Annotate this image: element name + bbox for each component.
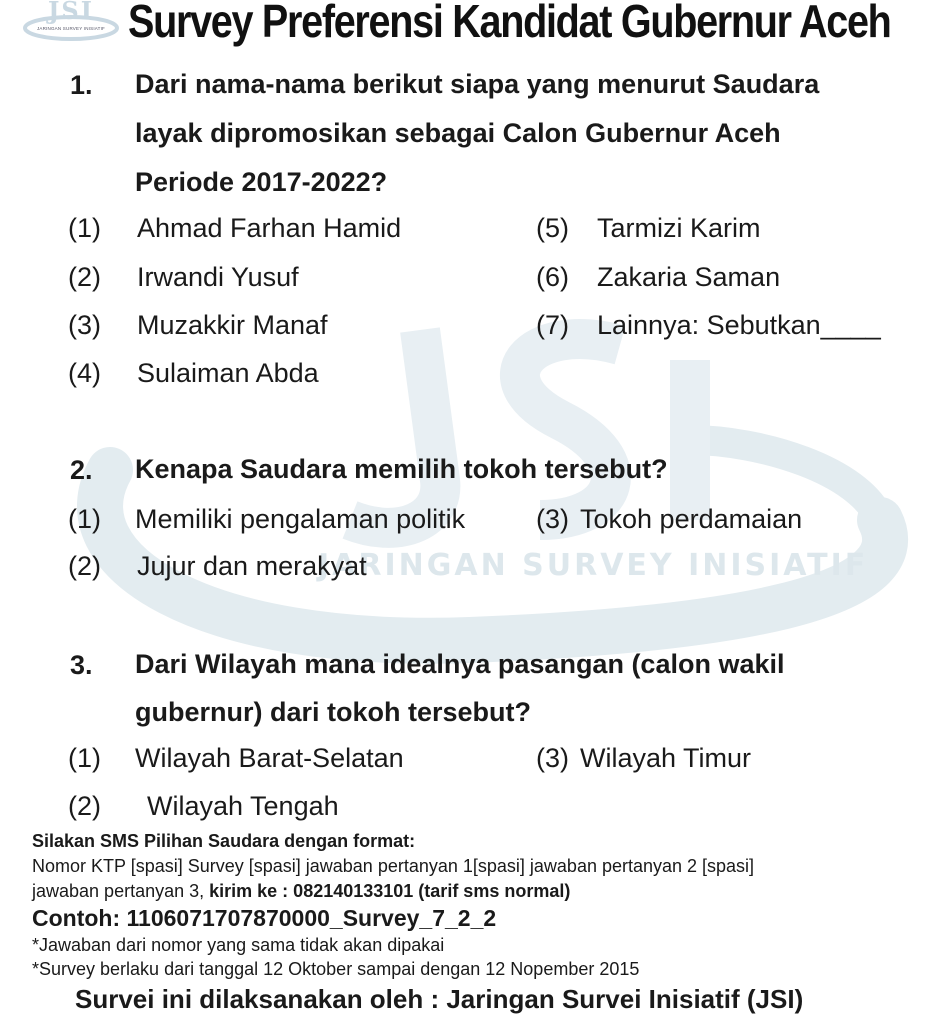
option-number: (5) (536, 213, 569, 243)
option-number: (6) (536, 262, 569, 292)
format-line: Nomor KTP [spasi] Survey [spasi] jawaban pertanyan 1[spasi] jawaban pertanyan 2 [spasi] (32, 856, 755, 876)
option-label: Tarmizi Karim (597, 213, 761, 243)
watermark-text: JARINGAN SURVEY INISIATIF (318, 548, 869, 583)
question-text-line: Kenapa Saudara memilih tokoh tersebut? (135, 454, 668, 484)
note: *Survey berlaku dari tanggal 12 Oktober sampai dengan 12 Nopember 2015 (32, 959, 640, 979)
option-label: Jujur dan merakyat (137, 551, 367, 581)
question-text-line: layak dipromosikan sebagai Calon Gubernur Aceh (135, 118, 781, 148)
send-to-number: kirim ke : 082140133101 (tarif sms normal) (209, 881, 571, 901)
option-number: (2) (68, 262, 101, 292)
option-number: (3) (536, 504, 569, 534)
jsi-logo (22, 2, 120, 42)
logo-text: JSI (48, 0, 94, 25)
option-label: Muzakkir Manaf (137, 310, 328, 340)
option-label: Ahmad Farhan Hamid (137, 213, 402, 243)
option-label: Lainnya: Sebutkan____ (597, 310, 881, 340)
question-number: 1. (70, 70, 93, 100)
option-label: Tokoh perdamaian (580, 504, 803, 534)
logo-subtext: JARINGAN SURVEY INISIATIF (36, 26, 105, 31)
option-label: Wilayah Tengah (147, 791, 339, 821)
option-number: (7) (536, 310, 569, 340)
page-title: Survey Preferensi Kandidat Gubernur Aceh (128, 0, 891, 47)
option-number: (1) (68, 213, 101, 243)
question-text-line: Periode 2017-2022? (135, 167, 388, 197)
option-label: Wilayah Barat-Selatan (135, 743, 404, 773)
closing-statement: Survei ini dilaksanakan oleh : Jaringan Survei Inisiatif (JSI) (75, 984, 804, 1014)
format-line (32, 881, 570, 902)
option-number: (2) (68, 551, 101, 581)
sms-example: Contoh: 1106071707870000_Survey_7_2_2 (32, 905, 497, 931)
option-label: Irwandi Yusuf (137, 262, 299, 292)
format-line-prefix: jawaban pertanyan 3, (32, 881, 210, 901)
question-text-line: gubernur) dari tokoh tersebut? (135, 697, 532, 727)
option-label: Zakaria Saman (597, 262, 781, 292)
question-text-line: Dari Wilayah mana idealnya pasangan (calon wakil (135, 649, 785, 679)
question-number: 3. (70, 650, 93, 680)
option-number: (1) (68, 743, 101, 773)
option-label: Wilayah Timur (580, 743, 752, 773)
option-label: Memiliki pengalaman politik (135, 504, 466, 534)
option-number: (4) (68, 358, 101, 388)
option-number: (1) (68, 504, 101, 534)
instruction-title: Silakan SMS Pilihan Saudara dengan format: (32, 831, 416, 851)
question-number: 2. (70, 455, 93, 485)
note: *Jawaban dari nomor yang sama tidak akan dipakai (32, 935, 445, 955)
option-number: (3) (536, 743, 569, 773)
option-number: (2) (68, 791, 101, 821)
option-number: (3) (68, 310, 101, 340)
option-label: Sulaiman Abda (137, 358, 319, 388)
question-text-line: Dari nama-nama berikut siapa yang menurut Saudara (135, 69, 820, 99)
